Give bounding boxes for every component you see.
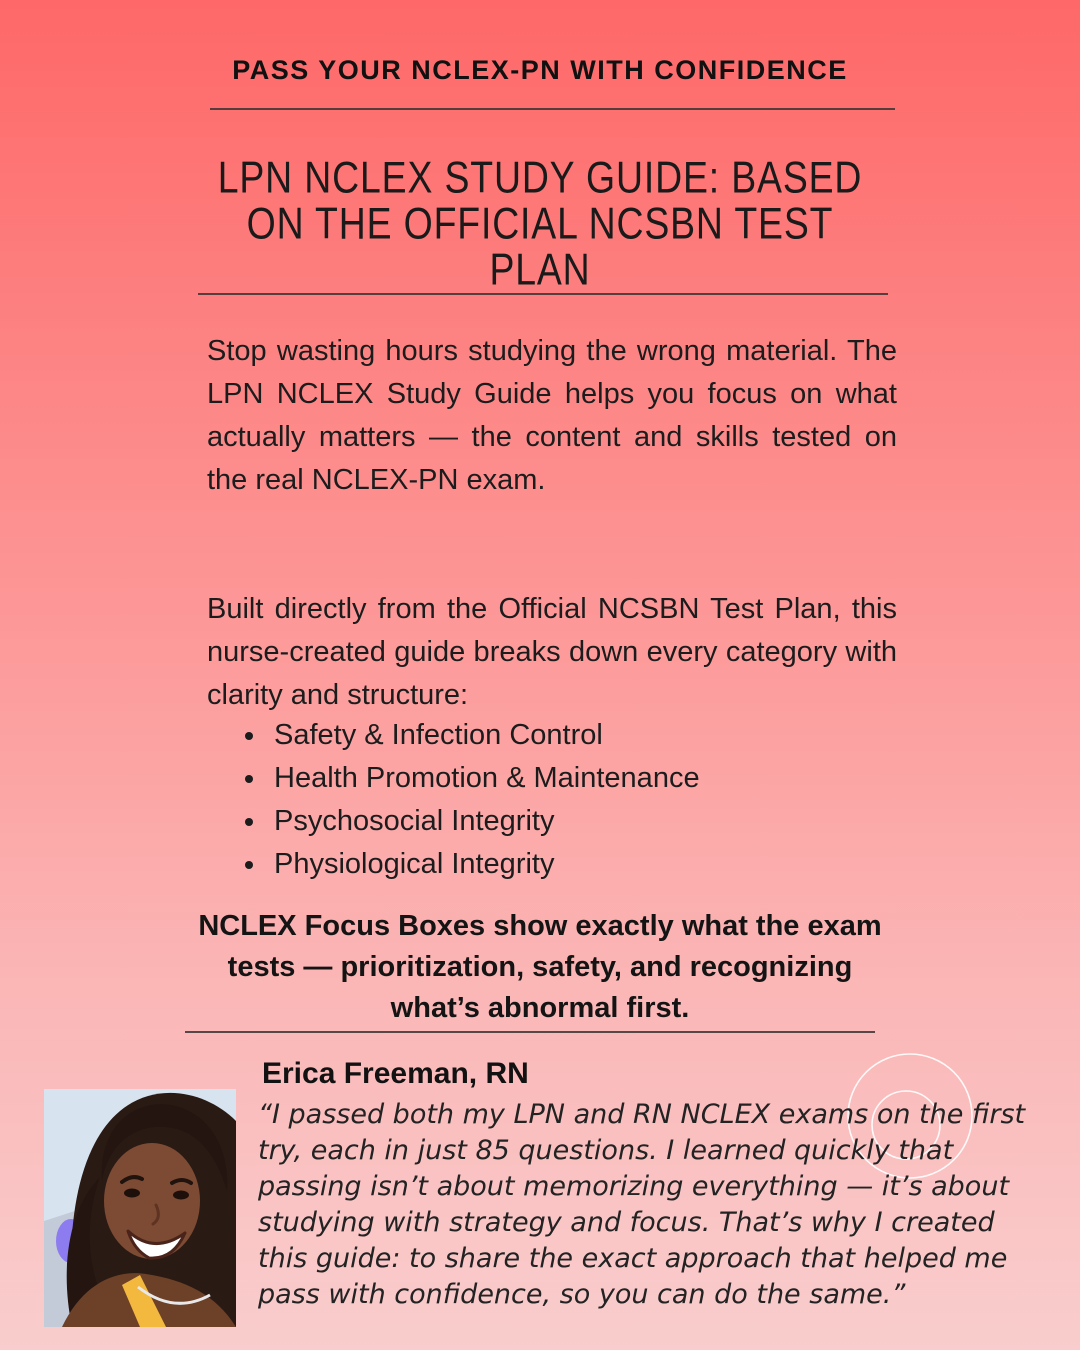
divider — [210, 108, 895, 110]
details-paragraph: Built directly from the Official NCSBN Test Plan, this nurse-created guide breaks down every category with clarity and structure: — [207, 593, 897, 711]
eyebrow-heading: PASS YOUR NCLEX-PN WITH CONFIDENCE — [232, 55, 848, 85]
title-line: PLAN — [489, 244, 591, 295]
selfie-portrait-illustration — [44, 1089, 236, 1327]
title-line: LPN NCLEX STUDY GUIDE: BASED — [217, 152, 863, 203]
list-item: • Psychosocial Integrity — [268, 800, 918, 843]
list-item: • Safety & Infection Control — [268, 714, 918, 757]
category-bullet-list — [240, 714, 918, 886]
page-title — [158, 152, 923, 295]
testimonial-name: Erica Freeman, RN — [262, 1057, 529, 1090]
intro-paragraph: Stop wasting hours studying the wrong material. The LPN NCLEX Study Guide helps you focus on what actually matters — the content and skills tested on the real NCLEX-PN exam. — [207, 335, 897, 496]
title-line: ON THE OFFICIAL NCSBN TEST — [246, 198, 834, 249]
focus-boxes-callout: NCLEX Focus Boxes show exactly what the exam tests — prioritization, safety, and recognizing what’s abnormal first. — [198, 910, 882, 1024]
list-item: • Physiological Integrity — [268, 843, 918, 886]
testimonial-photo — [44, 1089, 236, 1327]
divider — [185, 1031, 875, 1033]
testimonial-quote: “I passed both my LPN and RN NCLEX exams on the first try, each in just 85 questions. I learned quickly that passing isn’t about memorizing everything — it’s about studying with strategy and focus. That’s why I created this guide: to share the exact approach that helped me pass with confidence, so you can do the same.” — [258, 1099, 1026, 1310]
list-item: • Health Promotion & Maintenance — [268, 757, 918, 800]
divider — [198, 293, 888, 295]
